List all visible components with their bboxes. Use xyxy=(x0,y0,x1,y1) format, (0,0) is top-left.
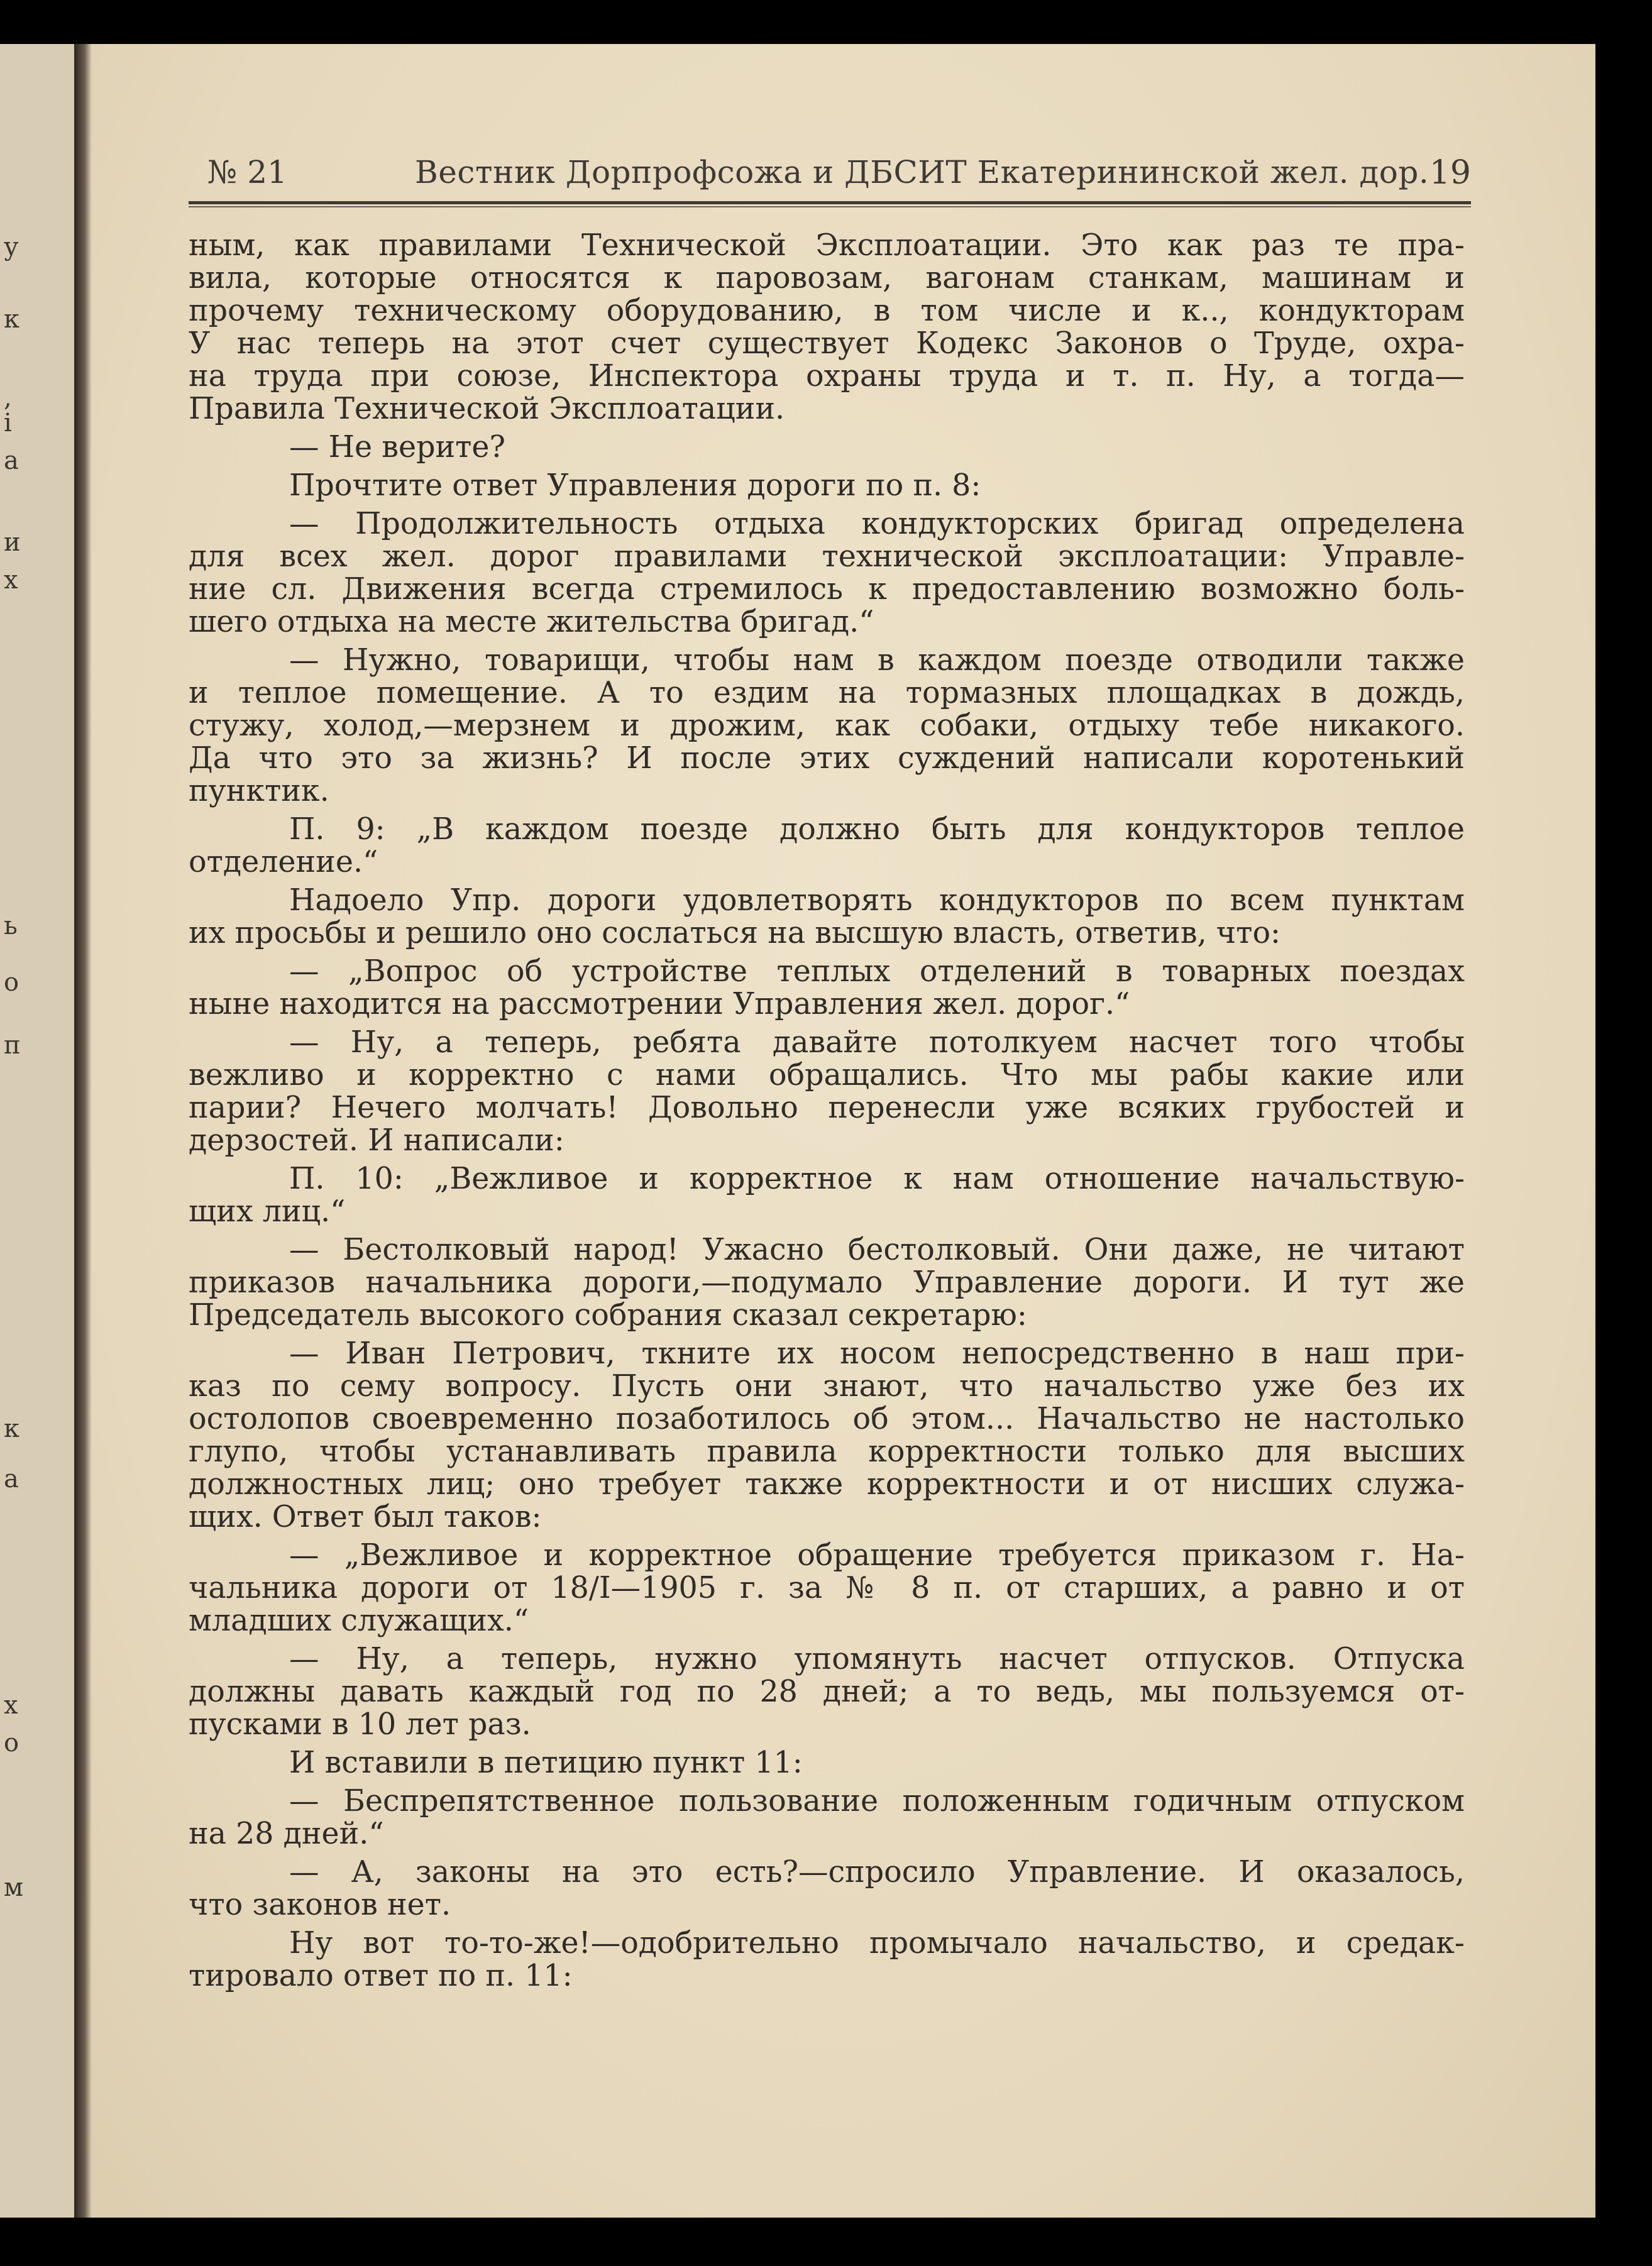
text-line: щих. Ответ был таков: xyxy=(189,1500,542,1534)
text-line: на 28 дней.“ xyxy=(189,1817,384,1851)
paragraph xyxy=(189,1539,1465,1637)
paragraph xyxy=(189,1747,1465,1779)
paragraph xyxy=(189,1856,1465,1922)
issue-number: № 21 xyxy=(207,154,287,190)
paragraph xyxy=(189,813,1465,879)
margin-letter: а xyxy=(4,1465,19,1493)
journal-title: Вестник Дорпрофсожа и ДБСИТ Екатерининской жел. дор. xyxy=(415,154,1429,190)
text-line: П. 9: „В каждом поезде должно быть для кондукторов теплое xyxy=(289,812,1465,847)
margin-letter: х xyxy=(4,566,18,595)
header-rule xyxy=(189,201,1471,204)
text-line: ние сл. Движения всегда стремилось к предоставлению возможно боль- xyxy=(189,572,1465,607)
margin-letter: х xyxy=(4,1691,18,1720)
text-line: — Продолжительность отдыха кондукторских бригад определена xyxy=(289,507,1465,541)
page-header xyxy=(207,154,1471,198)
text-line: их просьбы и решило оно сослаться на высшую власть, ответив, что: xyxy=(189,916,1281,950)
text-line: для всех жел. дорог правилами технической эксплоатации: Управле- xyxy=(189,539,1465,574)
paragraph xyxy=(189,1163,1465,1228)
text-line: — „Вопрос об устройстве теплых отделений в товарных поездах xyxy=(289,954,1465,989)
paragraph xyxy=(189,644,1465,808)
text-line: щих лиц.“ xyxy=(189,1194,346,1229)
paragraph xyxy=(189,1234,1465,1332)
text-line: чальника дороги от 18/I—1905 г. за № 8 п. от старших, а равно и от xyxy=(189,1571,1465,1605)
text-line: пунктик. xyxy=(189,774,329,808)
text-line: стужу, холод,—мерзнем и дрожим, как собаки, отдыху тебе никакого. xyxy=(189,708,1465,743)
margin-letter: к xyxy=(4,305,19,334)
text-line: — „Вежливое и корректное обращение требуется приказом г. На- xyxy=(289,1538,1465,1573)
text-line: — Иван Петрович, ткните их носом непосредственно в наш при- xyxy=(289,1336,1465,1371)
text-line: — Ну, а теперь, нужно упомянуть насчет отпусков. Отпуска xyxy=(289,1642,1465,1676)
paragraph xyxy=(189,431,1465,464)
paragraph xyxy=(189,470,1465,502)
paragraph xyxy=(189,229,1465,426)
text-line: — Нужно, товарищи, чтобы нам в каждом поезде отводили также xyxy=(289,643,1465,678)
text-line: ныне находится на рассмотрении Управления жел. дорог.“ xyxy=(189,987,1130,1021)
text-line: вила, которые относятся к паровозам, вагонам станкам, машинам и xyxy=(189,261,1465,295)
text-line: пусками в 10 лет раз. xyxy=(189,1707,531,1742)
text-line: должностных лиц; оно требует также корректности и от нисших служа- xyxy=(189,1467,1465,1502)
body-text xyxy=(189,229,1465,1998)
margin-letter: і xyxy=(4,409,12,437)
margin-letter: м xyxy=(4,1873,24,1902)
text-line: — Ну, а теперь, ребята давайте потолкуем насчет того чтобы xyxy=(289,1025,1465,1060)
text-line: глупо, чтобы устанавливать правила корректности только для высших xyxy=(189,1434,1465,1469)
text-line: остолопов своевременно позаботилось об этом... Начальство не настолько xyxy=(189,1402,1465,1436)
text-line: Председатель высокого собрания сказал секретарю: xyxy=(189,1298,1027,1333)
text-line: шего отдыха на месте жительства бригад.“ xyxy=(189,605,874,639)
margin-letter: о xyxy=(4,968,19,997)
text-line: вежливо и корректно с нами обращались. Что мы рабы какие или xyxy=(189,1058,1465,1092)
text-line: Надоело Упр. дороги удовлетворять кондукторов по всем пунктам xyxy=(289,883,1465,918)
text-line: — А, законы на это есть?—спросило Управление. И оказалось, xyxy=(289,1855,1465,1889)
paragraph xyxy=(189,955,1465,1021)
margin-letter: п xyxy=(4,1031,21,1060)
text-line: — Беспрепятственное пользование положенным годичным отпуском xyxy=(289,1784,1465,1818)
text-line: Прочтите ответ Управления дороги по п. 8: xyxy=(289,468,981,503)
text-line: ным, как правилами Технической Эксплоатации. Это как раз те пра- xyxy=(189,228,1465,263)
text-line: приказов начальника дороги,—подумало Управление дороги. И тут же xyxy=(189,1265,1465,1300)
text-line: — Бестолковый народ! Ужасно бестолковый. Они даже, не читают xyxy=(289,1233,1465,1267)
margin-letter: , xyxy=(4,383,12,412)
margin-letter: о xyxy=(4,1729,19,1757)
margin-letter: ь xyxy=(4,911,18,940)
margin-letter: у xyxy=(4,233,19,261)
paragraph xyxy=(189,1785,1465,1851)
text-line: Ну вот то-то-же!—одобрительно промычало начальство, и средак- xyxy=(289,1926,1465,1961)
text-line: — Не верите? xyxy=(289,430,506,465)
paragraph xyxy=(189,1927,1465,1993)
text-line: отделение.“ xyxy=(189,845,378,879)
text-line: парии? Нечего молчать! Довольно перенесли уже всяких грубостей и xyxy=(189,1091,1465,1125)
margin-letter: к xyxy=(4,1414,19,1443)
text-line: Правила Технической Эксплоатации. xyxy=(189,392,785,426)
text-line: И вставили в петицию пункт 11: xyxy=(289,1746,803,1780)
margin-letter: и xyxy=(4,528,21,557)
margin-letter: а xyxy=(4,446,19,475)
text-line: должны давать каждый год по 28 дней; а то ведь, мы пользуемся от- xyxy=(189,1675,1465,1709)
text-line: прочему техническому оборудованию, в том числе и к.., кондукторам xyxy=(189,294,1465,328)
paragraph xyxy=(189,1026,1465,1157)
page-number: 19 xyxy=(1429,154,1471,192)
header-rule-thin xyxy=(189,206,1471,207)
text-line: что законов нет. xyxy=(189,1888,451,1922)
paragraph xyxy=(189,1338,1465,1534)
text-line: дерзостей. И написали: xyxy=(189,1123,564,1158)
paragraph xyxy=(189,508,1465,639)
text-line: тировало ответ по п. 11: xyxy=(189,1959,573,1993)
paragraph xyxy=(189,884,1465,950)
text-line: каз по сему вопросу. Пусть они знают, что начальство уже без их xyxy=(189,1369,1465,1404)
text-line: младших служащих.“ xyxy=(189,1603,529,1638)
paragraph xyxy=(189,1643,1465,1741)
text-line: на труда при союзе, Инспектора охраны труда и т. п. Ну, а тогда— xyxy=(189,359,1465,393)
text-line: и теплое помещение. А то ездим на тормазных площадках в дождь, xyxy=(189,676,1465,710)
page-binding xyxy=(74,44,92,2218)
text-line: Да что это за жизнь? И после этих суждений написали коротенький xyxy=(189,741,1465,776)
text-line: П. 10: „Вежливое и корректное к нам отношение начальствую- xyxy=(289,1162,1465,1196)
text-line: У нас теперь на этот счет существует Кодекс Законов о Труде, охра- xyxy=(189,326,1465,361)
